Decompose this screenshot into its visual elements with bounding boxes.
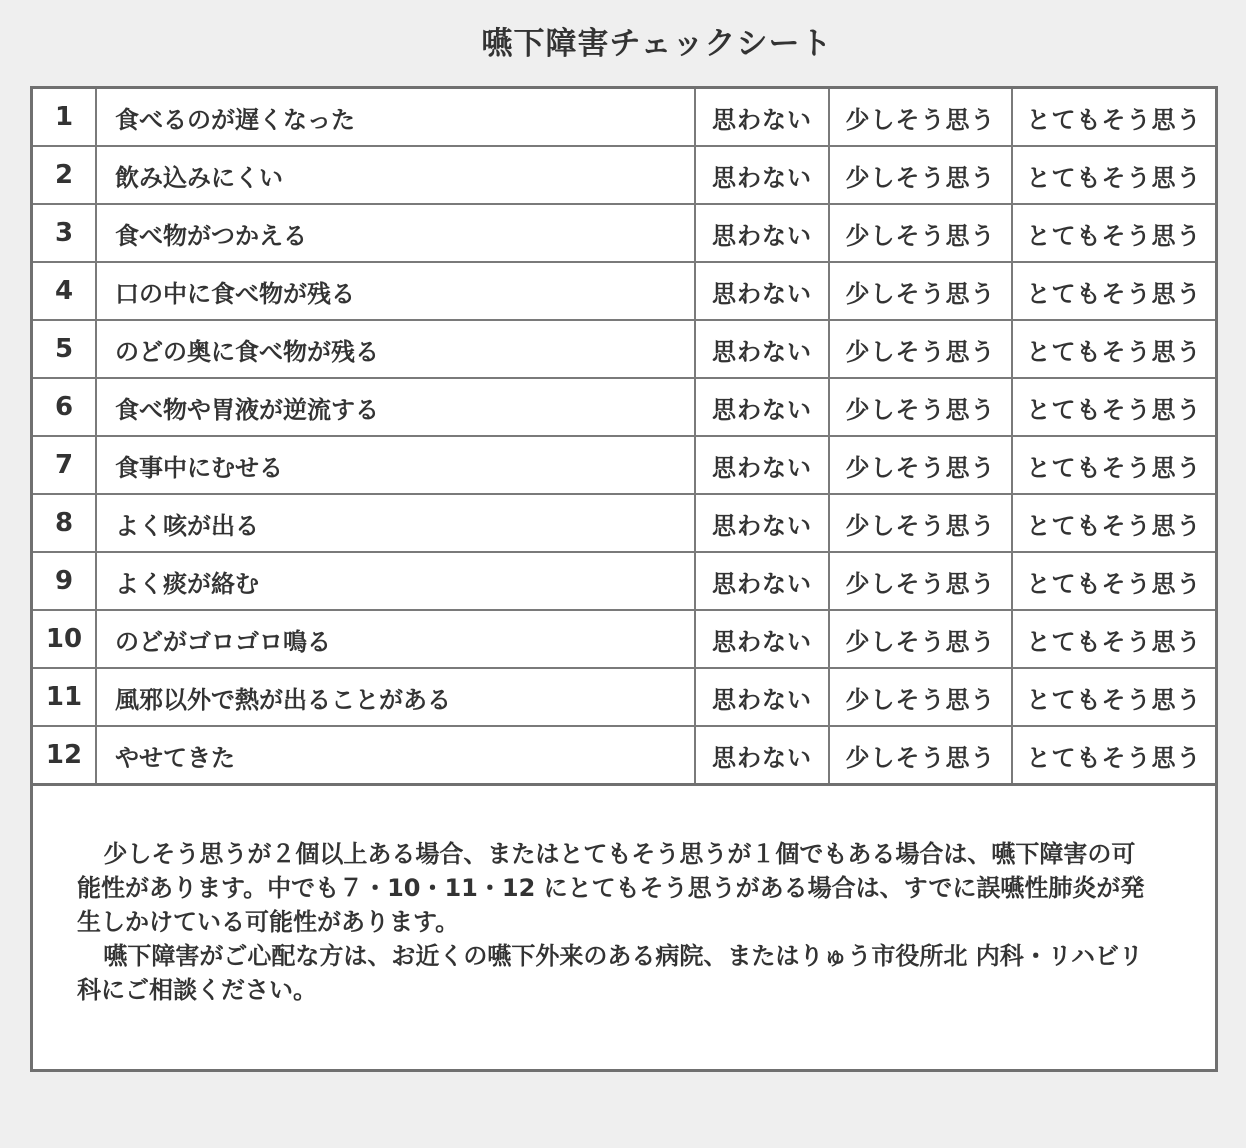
option-very[interactable]: とてもそう思う xyxy=(1012,436,1215,494)
advice-paragraph-1: 少しそう思うが２個以上ある場合、またはとてもそう思うが１個でもある場合は、嚥下障害の可能性があります。中でも７・10・11・12 にとてもそう思うがある場合は、すでに誤嚥性肺炎が発生しかけている可能性があります。 xyxy=(77,840,1145,936)
option-slightly[interactable]: 少しそう思う xyxy=(829,146,1012,204)
question-number: 6 xyxy=(33,378,96,436)
option-never[interactable]: 思わない xyxy=(695,668,829,726)
option-slightly[interactable]: 少しそう思う xyxy=(829,552,1012,610)
option-slightly[interactable]: 少しそう思う xyxy=(829,262,1012,320)
option-slightly[interactable]: 少しそう思う xyxy=(829,668,1012,726)
option-slightly[interactable]: 少しそう思う xyxy=(829,610,1012,668)
option-very[interactable]: とてもそう思う xyxy=(1012,204,1215,262)
option-slightly[interactable]: 少しそう思う xyxy=(829,494,1012,552)
option-very[interactable]: とてもそう思う xyxy=(1012,378,1215,436)
question-text: 口の中に食べ物が残る xyxy=(96,262,695,320)
option-slightly[interactable]: 少しそう思う xyxy=(829,436,1012,494)
question-row xyxy=(33,436,1215,494)
question-text: 食事中にむせる xyxy=(96,436,695,494)
question-number: 2 xyxy=(33,146,96,204)
question-number: 9 xyxy=(33,552,96,610)
question-row xyxy=(33,378,1215,436)
question-text: 飲み込みにくい xyxy=(96,146,695,204)
question-text: 食べるのが遅くなった xyxy=(96,89,695,146)
option-very[interactable]: とてもそう思う xyxy=(1012,726,1215,785)
question-row xyxy=(33,320,1215,378)
question-text: よく痰が絡む xyxy=(96,552,695,610)
question-row xyxy=(33,552,1215,610)
question-row xyxy=(33,146,1215,204)
option-slightly[interactable]: 少しそう思う xyxy=(829,378,1012,436)
option-never[interactable]: 思わない xyxy=(695,494,829,552)
question-row xyxy=(33,89,1215,146)
option-very[interactable]: とてもそう思う xyxy=(1012,610,1215,668)
question-text: よく咳が出る xyxy=(96,494,695,552)
question-row xyxy=(33,204,1215,262)
question-number: 4 xyxy=(33,262,96,320)
question-text: 食べ物がつかえる xyxy=(96,204,695,262)
option-never[interactable]: 思わない xyxy=(695,378,829,436)
question-number: 3 xyxy=(33,204,96,262)
question-text: のどの奥に食べ物が残る xyxy=(96,320,695,378)
question-number: 11 xyxy=(33,668,96,726)
option-slightly[interactable]: 少しそう思う xyxy=(829,726,1012,785)
question-number: 10 xyxy=(33,610,96,668)
question-row xyxy=(33,668,1215,726)
advice-note xyxy=(77,837,1157,1007)
question-row xyxy=(33,494,1215,552)
question-text: 食べ物や胃液が逆流する xyxy=(96,378,695,436)
question-row xyxy=(33,726,1215,785)
question-number: 8 xyxy=(33,494,96,552)
option-never[interactable]: 思わない xyxy=(695,146,829,204)
option-never[interactable]: 思わない xyxy=(695,610,829,668)
question-text: やせてきた xyxy=(96,726,695,785)
option-very[interactable]: とてもそう思う xyxy=(1012,89,1215,146)
option-slightly[interactable]: 少しそう思う xyxy=(829,89,1012,146)
question-text: 風邪以外で熱が出ることがある xyxy=(96,668,695,726)
option-slightly[interactable]: 少しそう思う xyxy=(829,204,1012,262)
advice-paragraph-2: 嚥下障害がご心配な方は、お近くの嚥下外来のある病院、またはりゅう市役所北 内科・リハビリ科にご相談ください。 xyxy=(77,942,1144,1004)
option-slightly[interactable]: 少しそう思う xyxy=(829,320,1012,378)
question-text: のどがゴロゴロ鳴る xyxy=(96,610,695,668)
option-very[interactable]: とてもそう思う xyxy=(1012,320,1215,378)
option-very[interactable]: とてもそう思う xyxy=(1012,552,1215,610)
option-very[interactable]: とてもそう思う xyxy=(1012,262,1215,320)
option-never[interactable]: 思わない xyxy=(695,726,829,785)
question-row xyxy=(33,610,1215,668)
option-very[interactable]: とてもそう思う xyxy=(1012,146,1215,204)
check-sheet xyxy=(30,86,1218,1072)
question-number: 5 xyxy=(33,320,96,378)
question-number: 1 xyxy=(33,89,96,146)
checklist-table xyxy=(33,89,1215,786)
question-row xyxy=(33,262,1215,320)
question-number: 12 xyxy=(33,726,96,785)
option-never[interactable]: 思わない xyxy=(695,552,829,610)
option-very[interactable]: とてもそう思う xyxy=(1012,668,1215,726)
option-never[interactable]: 思わない xyxy=(695,204,829,262)
option-never[interactable]: 思わない xyxy=(695,320,829,378)
option-never[interactable]: 思わない xyxy=(695,262,829,320)
option-never[interactable]: 思わない xyxy=(695,89,829,146)
question-number: 7 xyxy=(33,436,96,494)
option-very[interactable]: とてもそう思う xyxy=(1012,494,1215,552)
option-never[interactable]: 思わない xyxy=(695,436,829,494)
page-title: 嚥下障害チェックシート xyxy=(481,26,833,62)
